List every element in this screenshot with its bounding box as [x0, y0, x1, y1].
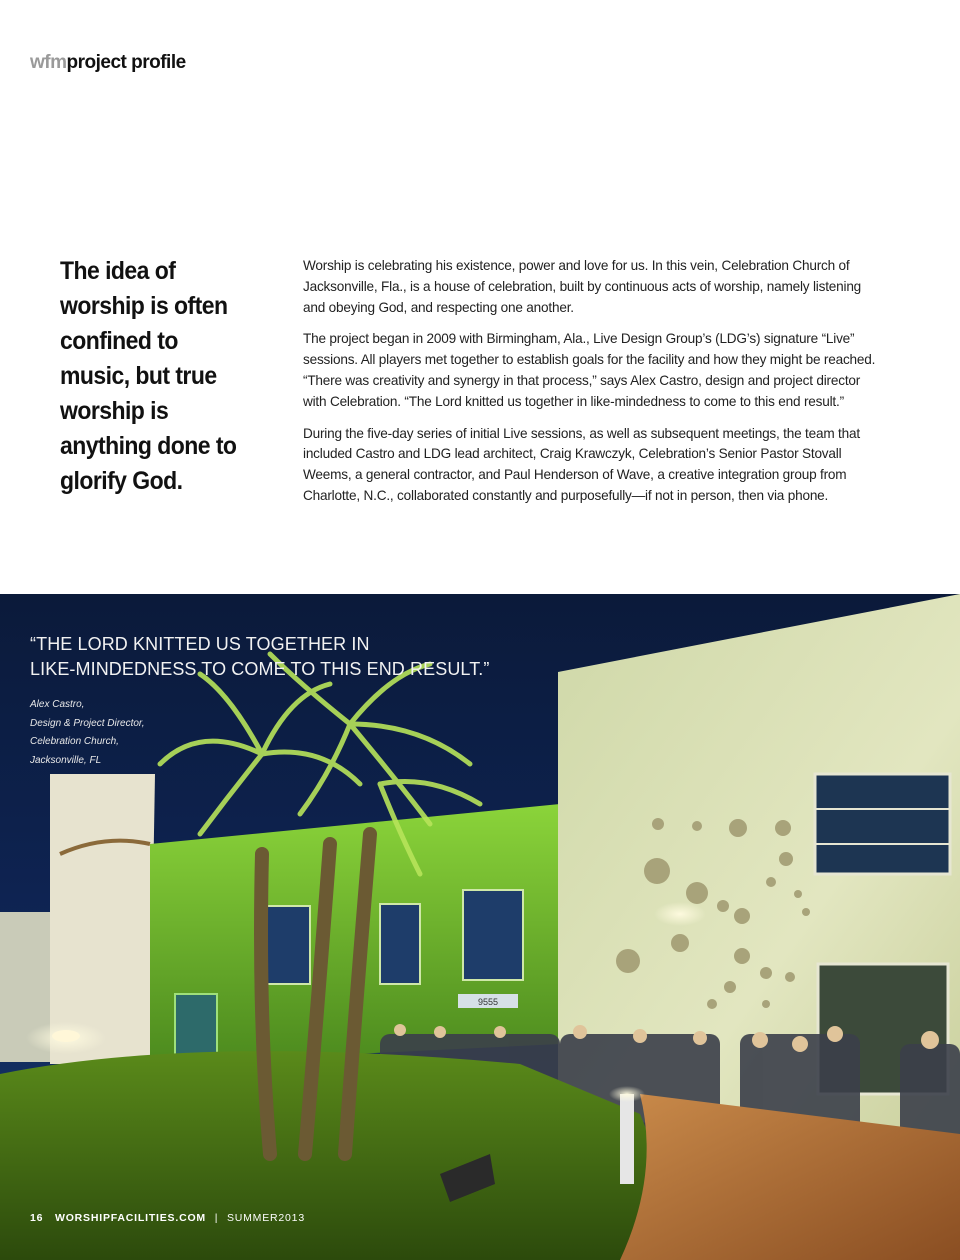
- church-exterior-photo: [0, 594, 960, 1260]
- section-header: [30, 52, 186, 74]
- footer-separator: |: [214, 1212, 219, 1224]
- site-url: WORSHIPFACILITIES.COM: [55, 1212, 206, 1224]
- article-paragraph: During the five-day series of initial Live sessions, as well as subsequent meetings, the team that included Castro and LDG lead architect, Craig Krawczyk, Celebration’s Senior Pastor Stovall Weems, a general contractor, and Paul Henderson of Wave, a creative integration group from Charlotte, N.C., collaborated constantly and purposefully—if not in person, then via phone.: [303, 425, 860, 503]
- article-paragraph: Worship is celebrating his existence, power and love for us. In this vein, Celebration Church of Jacksonville, Fla., is a house of celebration, built by continuous acts of worship, namely listening and obeying God, and respecting one another.: [303, 258, 862, 315]
- issue-label: SUMMER2013: [226, 1212, 305, 1224]
- brand-mark: wfm: [30, 52, 67, 73]
- article-paragraph: The project began in 2009 with Birmingham, Ala., Live Design Group’s (LDG’s) signature “Live” sessions. All players met together to establish goals for the facility and how they might be reached. “There was creativity and synergy in that process,” says Alex Castro, design and project director with Celebration. “The Lord knitted us together in like-mindedness to come to this end result.”: [303, 331, 876, 409]
- attribution-line: Jacksonville, FL: [30, 754, 102, 766]
- photo-pull-quote: [30, 632, 550, 682]
- article-body: [303, 256, 883, 518]
- photo-quote-line: “THE LORD KNITTED US TOGETHER IN: [30, 634, 370, 654]
- page-number: 16: [30, 1212, 44, 1224]
- attribution-line: Alex Castro,: [30, 699, 85, 710]
- section-title: project profile: [66, 52, 186, 73]
- building-sign: 9555: [477, 997, 499, 1007]
- attribution-line: Celebration Church,: [30, 736, 119, 747]
- attribution-line: Design & Project Director,: [30, 717, 145, 729]
- photo-quote-attribution: [30, 696, 145, 770]
- page-footer: [30, 1212, 305, 1224]
- pull-quote: The idea of worship is often confined to music, but true worship is anything done to glorify God.: [60, 257, 237, 495]
- photo-quote-line: LIKE-MINDEDNESS TO COME TO THIS END RESULT.”: [30, 659, 490, 679]
